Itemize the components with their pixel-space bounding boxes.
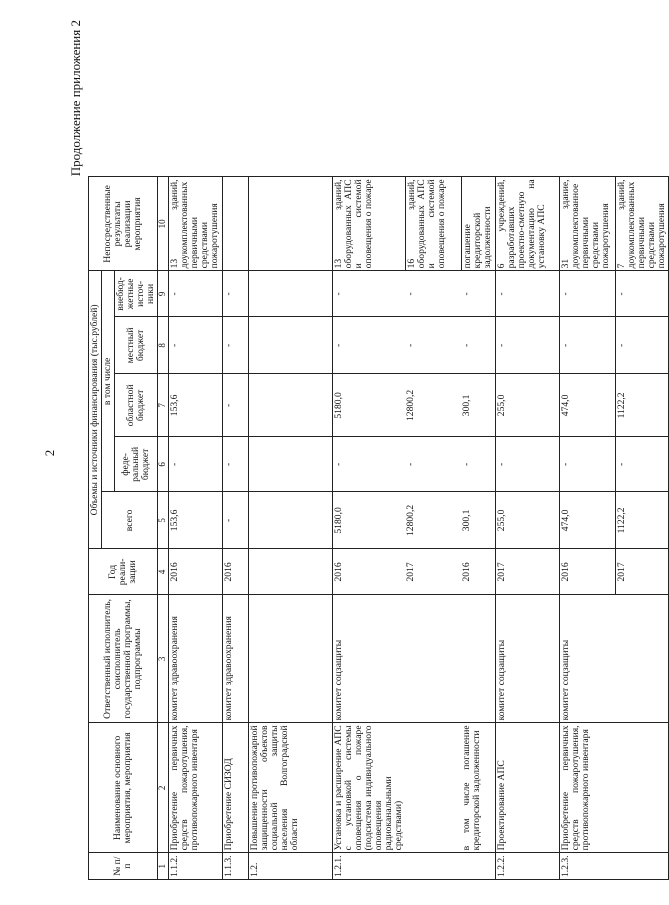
row-local: - (222, 317, 248, 374)
row-num: 1.2.3. (559, 853, 615, 880)
row-local: - (332, 317, 405, 374)
row-year: 2016 (168, 549, 222, 595)
table-row (405, 177, 461, 880)
row-num: 1.2.2. (495, 853, 559, 880)
row-regional: 474,0 (559, 374, 615, 437)
row-result (248, 177, 332, 271)
row-result: 16 зданий, оборудованных АПС и системой оповещения о пожаре (405, 177, 461, 271)
header-local: местный бюджет (115, 317, 158, 374)
column-number: 4 (158, 549, 168, 595)
column-number: 8 (158, 317, 168, 374)
row-local: - (168, 317, 222, 374)
rotated-page (68, 20, 667, 880)
table-row (222, 177, 248, 880)
row-executor: комитет соцзащиты (495, 595, 559, 723)
row-total: 474,0 (559, 492, 615, 549)
row-num (405, 853, 461, 880)
row-num: 1.2.1. (332, 853, 405, 880)
header-name: Наименование основного мероприятия, мероприятия (89, 723, 158, 853)
row-executor (461, 595, 495, 723)
row-regional (248, 374, 332, 437)
row-federal: - (495, 437, 559, 492)
row-regional: 255,0 (495, 374, 559, 437)
row-name: Установка и расширение АПС с установкой системы оповещения о пожаре (подсистема индивидуального оповещения радиоканальными средствами) (332, 723, 405, 853)
row-federal: - (559, 437, 615, 492)
row-name: Приобретение первичных средств пожаротушения, противопожарного инвентаря (559, 723, 615, 853)
continuation-title: Продолжение приложения 2 (68, 20, 83, 177)
table-row (559, 177, 615, 880)
row-federal: - (168, 437, 222, 492)
column-number: 1 (158, 853, 168, 880)
row-year (248, 549, 332, 595)
table-row (332, 177, 405, 880)
table-row (248, 177, 332, 880)
row-num: 1.2. (248, 853, 332, 880)
row-result: погашение кредиторской задолженности (461, 177, 495, 271)
row-total: 5180,0 (332, 492, 405, 549)
row-regional: 5180,0 (332, 374, 405, 437)
row-total: 255,0 (495, 492, 559, 549)
row-name: Повышение противопожарной защищенности объектов социальной защиты населения Волгоградской области (248, 723, 332, 853)
row-local: - (405, 317, 461, 374)
header-volumes: Объемы и источники финансирования (тыс.рублей) (89, 271, 102, 549)
row-year: 2017 (615, 549, 668, 595)
row-executor: комитет здравоохранения (168, 595, 222, 723)
row-extrabudget: - (495, 271, 559, 317)
row-executor: комитет здравоохранения (222, 595, 248, 723)
row-result: 13 зданий, доукомплектованных первичными средствами пожаротушения (168, 177, 222, 271)
row-year: 2016 (559, 549, 615, 595)
row-name: в том числе погашение кредиторской задолженности (461, 723, 495, 853)
row-local: - (615, 317, 668, 374)
column-number: 7 (158, 374, 168, 437)
row-total: 153,6 (168, 492, 222, 549)
row-num: 1.1.3. (222, 853, 248, 880)
row-federal: - (405, 437, 461, 492)
header-including: в том числе (102, 271, 115, 492)
row-name (405, 723, 461, 853)
row-total: 300,1 (461, 492, 495, 549)
row-regional: 153,6 (168, 374, 222, 437)
row-executor (248, 595, 332, 723)
header-results: Непосредственные результаты реализации мероприятия (89, 177, 158, 271)
row-extrabudget (248, 271, 332, 317)
header-year: Год реали-зации (89, 549, 158, 595)
row-regional: 12800,2 (405, 374, 461, 437)
row-year: 2016 (332, 549, 405, 595)
header-executor: Ответственный исполнитель, соисполнитель государственной программы, подпрограммы (89, 595, 158, 723)
row-regional: 1122,2 (615, 374, 668, 437)
row-num (461, 853, 495, 880)
row-extrabudget: - (461, 271, 495, 317)
row-local: - (559, 317, 615, 374)
row-result (222, 177, 248, 271)
row-year: 2016 (461, 549, 495, 595)
row-result: 6 учреждений, разработавших проектно-сметную документацию на установку АПС (495, 177, 559, 271)
column-number: 3 (158, 595, 168, 723)
row-federal (248, 437, 332, 492)
row-executor (405, 595, 461, 723)
header-regional: областной бюджет (115, 374, 158, 437)
row-local: - (461, 317, 495, 374)
row-federal: - (461, 437, 495, 492)
row-total: 12800,2 (405, 492, 461, 549)
row-total: - (222, 492, 248, 549)
row-regional: - (222, 374, 248, 437)
row-year: 2016 (222, 549, 248, 595)
row-name (615, 723, 668, 853)
row-num: 1.1.2. (168, 853, 222, 880)
row-total: 1122,2 (615, 492, 668, 549)
row-year: 2017 (495, 549, 559, 595)
header-federal: феде-ральный бюджет (115, 437, 158, 492)
column-number-row (158, 177, 168, 880)
row-extrabudget: - (559, 271, 615, 317)
header-extrabudget: внебюд-жетные источ-ники (115, 271, 158, 317)
column-number: 2 (158, 723, 168, 853)
row-extrabudget: - (615, 271, 668, 317)
row-extrabudget: - (332, 271, 405, 317)
financing-table (88, 176, 669, 880)
row-num (615, 853, 668, 880)
header-total: всего (102, 492, 158, 549)
row-federal: - (332, 437, 405, 492)
row-local (248, 317, 332, 374)
column-number: 5 (158, 492, 168, 549)
row-extrabudget: - (222, 271, 248, 317)
row-result: 7 зданий, доукомплектованных первичными средствами пожаротушения (615, 177, 668, 271)
row-result: 13 зданий, оборудованных АПС и системой оповещения о пожаре (332, 177, 405, 271)
row-executor: комитет соцзащиты (559, 595, 615, 723)
column-number: 9 (158, 271, 168, 317)
row-name: Проектирование АПС (495, 723, 559, 853)
row-result: 31 здание, доукомплектованное первичными средствами пожаротушения (559, 177, 615, 271)
column-number: 10 (158, 177, 168, 271)
row-executor (615, 595, 668, 723)
row-total (248, 492, 332, 549)
row-regional: 300,1 (461, 374, 495, 437)
row-name: Приобретение первичных средств пожаротушения, противопожарного инвентаря (168, 723, 222, 853)
column-number: 6 (158, 437, 168, 492)
page-number: 2 (42, 449, 57, 457)
table-row (168, 177, 222, 880)
table-row (495, 177, 559, 880)
row-federal: - (615, 437, 668, 492)
row-year: 2017 (405, 549, 461, 595)
row-name: Приобретение СИЗОД (222, 723, 248, 853)
row-extrabudget: - (168, 271, 222, 317)
header-num: № п/п (89, 853, 158, 880)
row-extrabudget: - (405, 271, 461, 317)
table-row (461, 177, 495, 880)
row-federal: - (222, 437, 248, 492)
row-executor: комитет соцзащиты (332, 595, 405, 723)
row-local: - (495, 317, 559, 374)
table-row (615, 177, 668, 880)
